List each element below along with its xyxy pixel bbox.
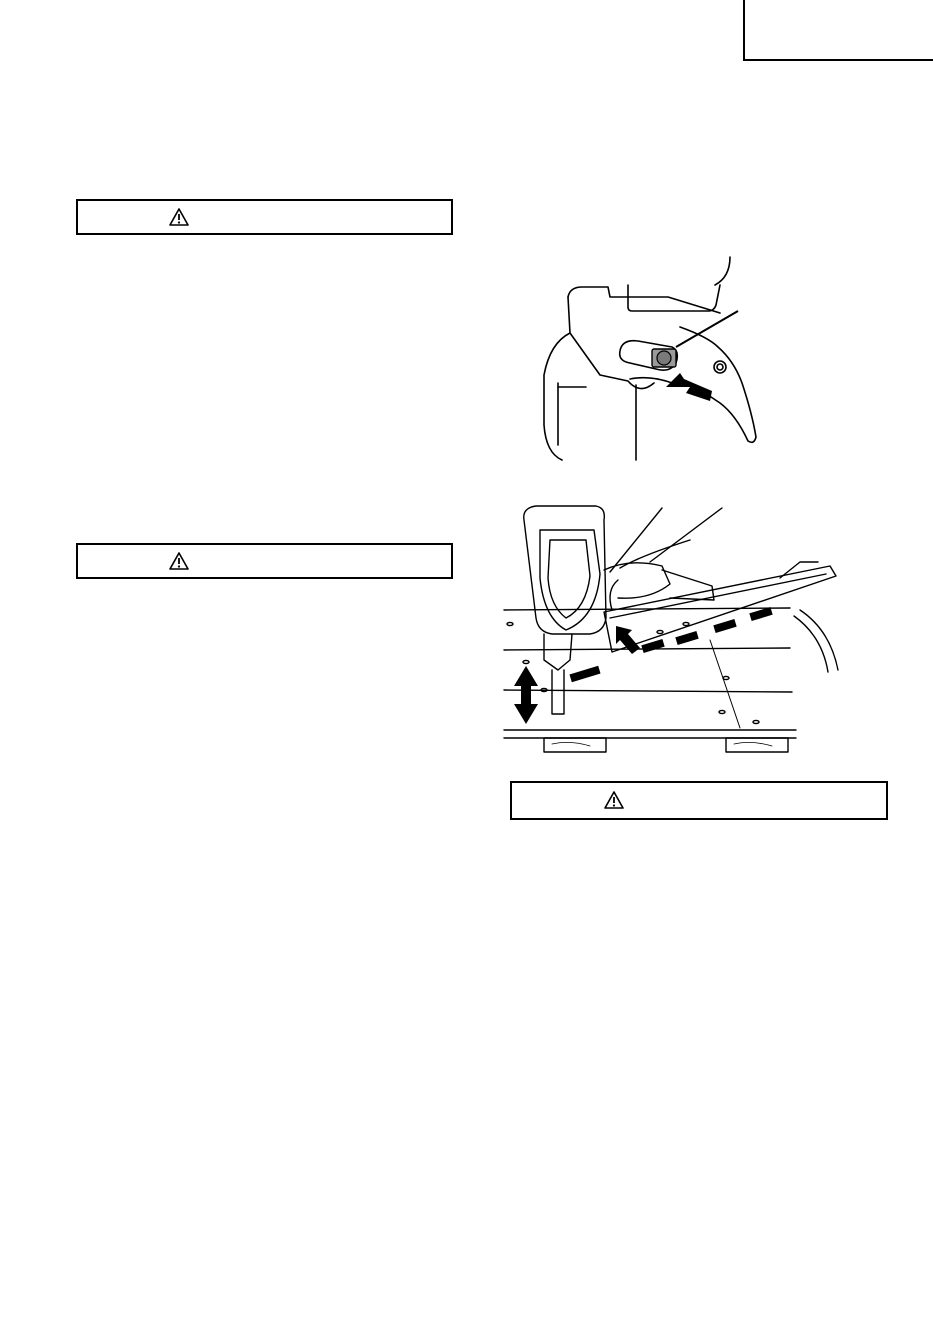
warning-triangle-icon bbox=[169, 208, 189, 226]
trigger-lock-figure bbox=[530, 255, 760, 465]
warning-triangle-icon bbox=[604, 791, 624, 809]
page-tab-box bbox=[743, 0, 933, 61]
warning-box-3 bbox=[510, 781, 888, 820]
warning-box-2 bbox=[76, 543, 453, 579]
nailer-operation-figure bbox=[500, 500, 840, 755]
warning-triangle-icon bbox=[169, 552, 189, 570]
warning-box-1 bbox=[76, 199, 453, 235]
